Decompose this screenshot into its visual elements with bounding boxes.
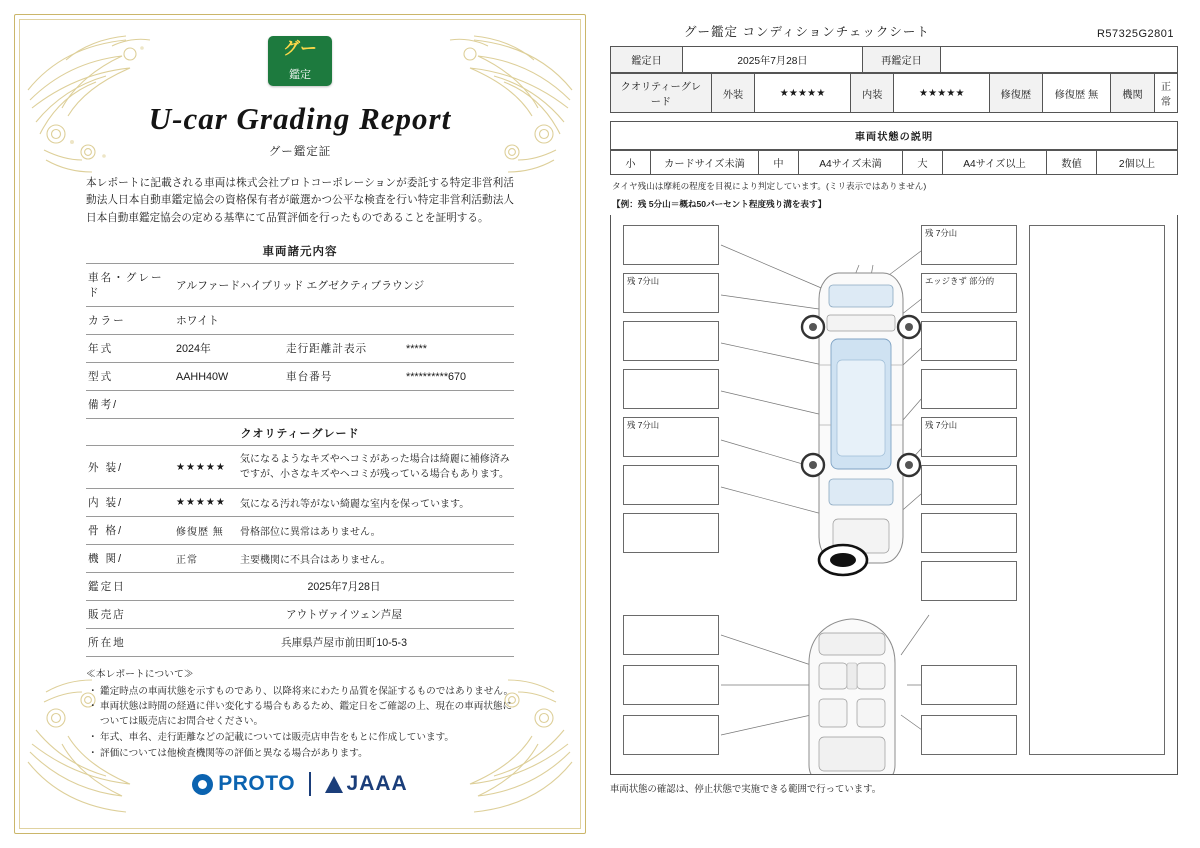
tire-note-line1: タイヤ残山は摩耗の程度を目視により判定しています。(ミリ表示ではありません) xyxy=(612,181,927,191)
spec-label: 型式 xyxy=(86,363,174,391)
list-item: ・ 年式、車名、走行距離などの記載については販売店申告をもとに作成しています。 xyxy=(100,731,514,746)
reinspection-date-value xyxy=(941,47,1178,73)
spec-value: 2024年 xyxy=(174,335,284,363)
table-row xyxy=(86,335,514,363)
grade-label: 内 装/ xyxy=(86,489,174,517)
size-small-label: 小 xyxy=(611,151,651,175)
sheet-header xyxy=(610,22,1178,46)
notes-heading: ≪本レポートについて≫ xyxy=(86,669,194,681)
quality-grade-table xyxy=(86,445,514,573)
table-row xyxy=(86,545,514,573)
table-row xyxy=(86,446,514,489)
table-row xyxy=(86,573,514,601)
vehicle-state-title-table xyxy=(610,121,1178,150)
inspection-date-label: 鑑定日 xyxy=(611,47,683,73)
quality-grade-label: クオリティーグレード xyxy=(611,74,712,113)
damage-note-box xyxy=(921,513,1017,553)
damage-note-box xyxy=(623,465,719,505)
size-small-value: カードサイズ未満 xyxy=(651,151,759,175)
damage-note-box xyxy=(623,665,719,705)
table-row xyxy=(611,122,1178,150)
damage-note-box xyxy=(921,561,1017,601)
page-title: U-car Grading Report xyxy=(148,101,452,136)
list-item: ・ 評価については他検査機関等の評価と異なる場合があります。 xyxy=(100,747,514,762)
interior-label: 内装 xyxy=(850,74,894,113)
engine-value: 正常 xyxy=(1154,74,1177,113)
table-row xyxy=(86,307,514,335)
table-row xyxy=(86,264,514,307)
table-row xyxy=(611,74,1178,113)
quality-grade-summary-table xyxy=(610,73,1178,113)
dealer-value: 2025年7月28日 xyxy=(174,573,514,601)
damage-note-box xyxy=(623,513,719,553)
engine-label: 機関 xyxy=(1111,74,1155,113)
damage-note-box xyxy=(623,615,719,655)
spec-value-secondary: ***** xyxy=(404,335,514,363)
comment-box xyxy=(1029,225,1165,755)
grade-label: 外 装/ xyxy=(86,446,174,489)
steering-wheel-icon xyxy=(819,545,867,575)
dealer-value: 兵庫県芦屋市前田町10-5-3 xyxy=(174,629,514,657)
grade-text: 主要機関に不具合はありません。 xyxy=(238,545,514,573)
grade-text: 気になるようなキズやヘコミがあった場合は綺麗に補修済みですが、小さなキズやヘコミが残っている場合もあります。 xyxy=(238,446,514,489)
spec-section-title: 車両諸元内容 xyxy=(262,246,338,259)
damage-note-box: エッジきず 部分的 xyxy=(921,273,1017,313)
damage-note-box: 残 7分山 xyxy=(921,225,1017,265)
table-row xyxy=(86,517,514,545)
grade-stars: ★★★★★ xyxy=(174,446,238,489)
sheet-id: R57325G2801 xyxy=(1096,28,1174,40)
vehicle-spec-table xyxy=(86,263,514,419)
tire-note-line2: 【例：残 5分山＝概ね50パーセント程度残り溝を表す】 xyxy=(612,198,827,209)
grade-status: 修復歴 無 xyxy=(174,517,238,545)
grade-stars: ★★★★★ xyxy=(174,489,238,517)
table-row xyxy=(86,629,514,657)
repair-history-value: 修復歴 無 xyxy=(1042,74,1111,113)
goo-logo xyxy=(86,36,514,91)
table-row xyxy=(86,601,514,629)
sheet-footer-note: 車両状態の確認は、停止状態で実施できる範囲で行っています。 xyxy=(610,782,882,794)
damage-note-box xyxy=(623,321,719,361)
grade-label: 骨 格/ xyxy=(86,517,174,545)
list-item: ・ 車両状態は時間の経過に伴い変化する場合もあるため、鑑定日をご確認の上、現在の車両状態については販売店にお問合せください。 xyxy=(100,700,514,730)
jaaa-logo-text: JAAA xyxy=(346,772,408,795)
interior-stars: ★★★★★ xyxy=(894,74,990,113)
exterior-label: 外装 xyxy=(711,74,755,113)
table-row xyxy=(86,363,514,391)
page-subtitle: グー鑑定証 xyxy=(268,146,332,158)
size-medium-value: A4サイズ未満 xyxy=(799,151,903,175)
inspection-date-value: 2025年7月28日 xyxy=(683,47,863,73)
dealer-label: 販売店 xyxy=(86,601,174,629)
spec-label-secondary: 車台番号 xyxy=(284,363,404,391)
intro-paragraph: 本レポートに記載される車両は株式会社プロトコーポレーションが委託する特定非営利活動法人日本自動車鑑定協会の資格保有者が厳選かつ公平な検査を行い特定非営利活動法人日本自動車鑑定協会の定める基準にて品質評価を行ったものであることを証明する。 xyxy=(86,177,514,224)
table-row xyxy=(86,391,514,419)
vehicle-diagram-panel xyxy=(610,215,1178,775)
list-item: ・ 鑑定時点の車両状態を示すものであり、以降将来にわたり品質を保証するものではありません。 xyxy=(100,685,514,700)
damage-note-box xyxy=(921,369,1017,409)
spec-label-secondary: 走行距離計表示 xyxy=(284,335,404,363)
damage-note-box xyxy=(623,225,719,265)
damage-note-box: 残 7分山 xyxy=(921,417,1017,457)
damage-note-box xyxy=(623,369,719,409)
damage-note-box xyxy=(921,321,1017,361)
goo-logo-line2: 鑑定 xyxy=(289,69,311,81)
spec-label: 年式 xyxy=(86,335,174,363)
spec-value-secondary: **********670 xyxy=(404,363,514,391)
damage-note-box: 残 7分山 xyxy=(623,273,719,313)
goo-logo-line1: グー xyxy=(283,39,317,58)
condition-check-sheet xyxy=(600,0,1200,848)
proto-logo-text: PROTO xyxy=(218,772,296,795)
state-section-title: 車両状態の説明 xyxy=(611,122,1178,150)
spec-value xyxy=(174,391,514,419)
grade-text: 骨格部位に異常はありません。 xyxy=(238,517,514,545)
damage-note-box xyxy=(921,715,1017,755)
damage-note-box xyxy=(623,715,719,755)
exterior-stars: ★★★★★ xyxy=(755,74,851,113)
vehicle-top-view xyxy=(802,273,920,563)
table-row xyxy=(611,151,1178,175)
count-label: 数値 xyxy=(1047,151,1097,175)
vehicle-interior-view xyxy=(809,619,895,775)
size-legend-table xyxy=(610,150,1178,175)
damage-note-box xyxy=(921,465,1017,505)
spec-value: ホワイト xyxy=(174,307,514,335)
sheet-title: グー鑑定 コンディションチェックシート xyxy=(684,25,930,39)
grade-text: 気になる汚れ等がない綺麗な室内を保っています。 xyxy=(238,489,514,517)
dealer-info-table xyxy=(86,572,514,657)
reinspection-date-label: 再鑑定日 xyxy=(863,47,941,73)
count-value: 2個以上 xyxy=(1097,151,1178,175)
size-medium-label: 中 xyxy=(759,151,799,175)
spec-label: 車名・グレード xyxy=(86,264,174,307)
damage-note-box: 残 7分山 xyxy=(623,417,719,457)
size-large-value: A4サイズ以上 xyxy=(943,151,1047,175)
repair-history-label: 修復歴 xyxy=(990,74,1043,113)
size-large-label: 大 xyxy=(903,151,943,175)
inspection-date-table xyxy=(610,46,1178,73)
report-notes xyxy=(86,667,514,761)
spec-label: 備考/ xyxy=(86,391,174,419)
grade-label: 機 関/ xyxy=(86,545,174,573)
dealer-value: アウトヴァイツェン芦屋 xyxy=(174,601,514,629)
grade-status: 正常 xyxy=(174,545,238,573)
grade-section-title: クオリティーグレード xyxy=(240,428,360,441)
spec-value: AAHH40W xyxy=(174,363,284,391)
spec-value: アルファードハイブリッド エグゼクティブラウンジ xyxy=(174,264,514,307)
dealer-label: 所在地 xyxy=(86,629,174,657)
dealer-label: 鑑定日 xyxy=(86,573,174,601)
spec-label: カラー xyxy=(86,307,174,335)
damage-note-box xyxy=(921,665,1017,705)
table-row xyxy=(86,489,514,517)
table-row xyxy=(611,47,1178,73)
